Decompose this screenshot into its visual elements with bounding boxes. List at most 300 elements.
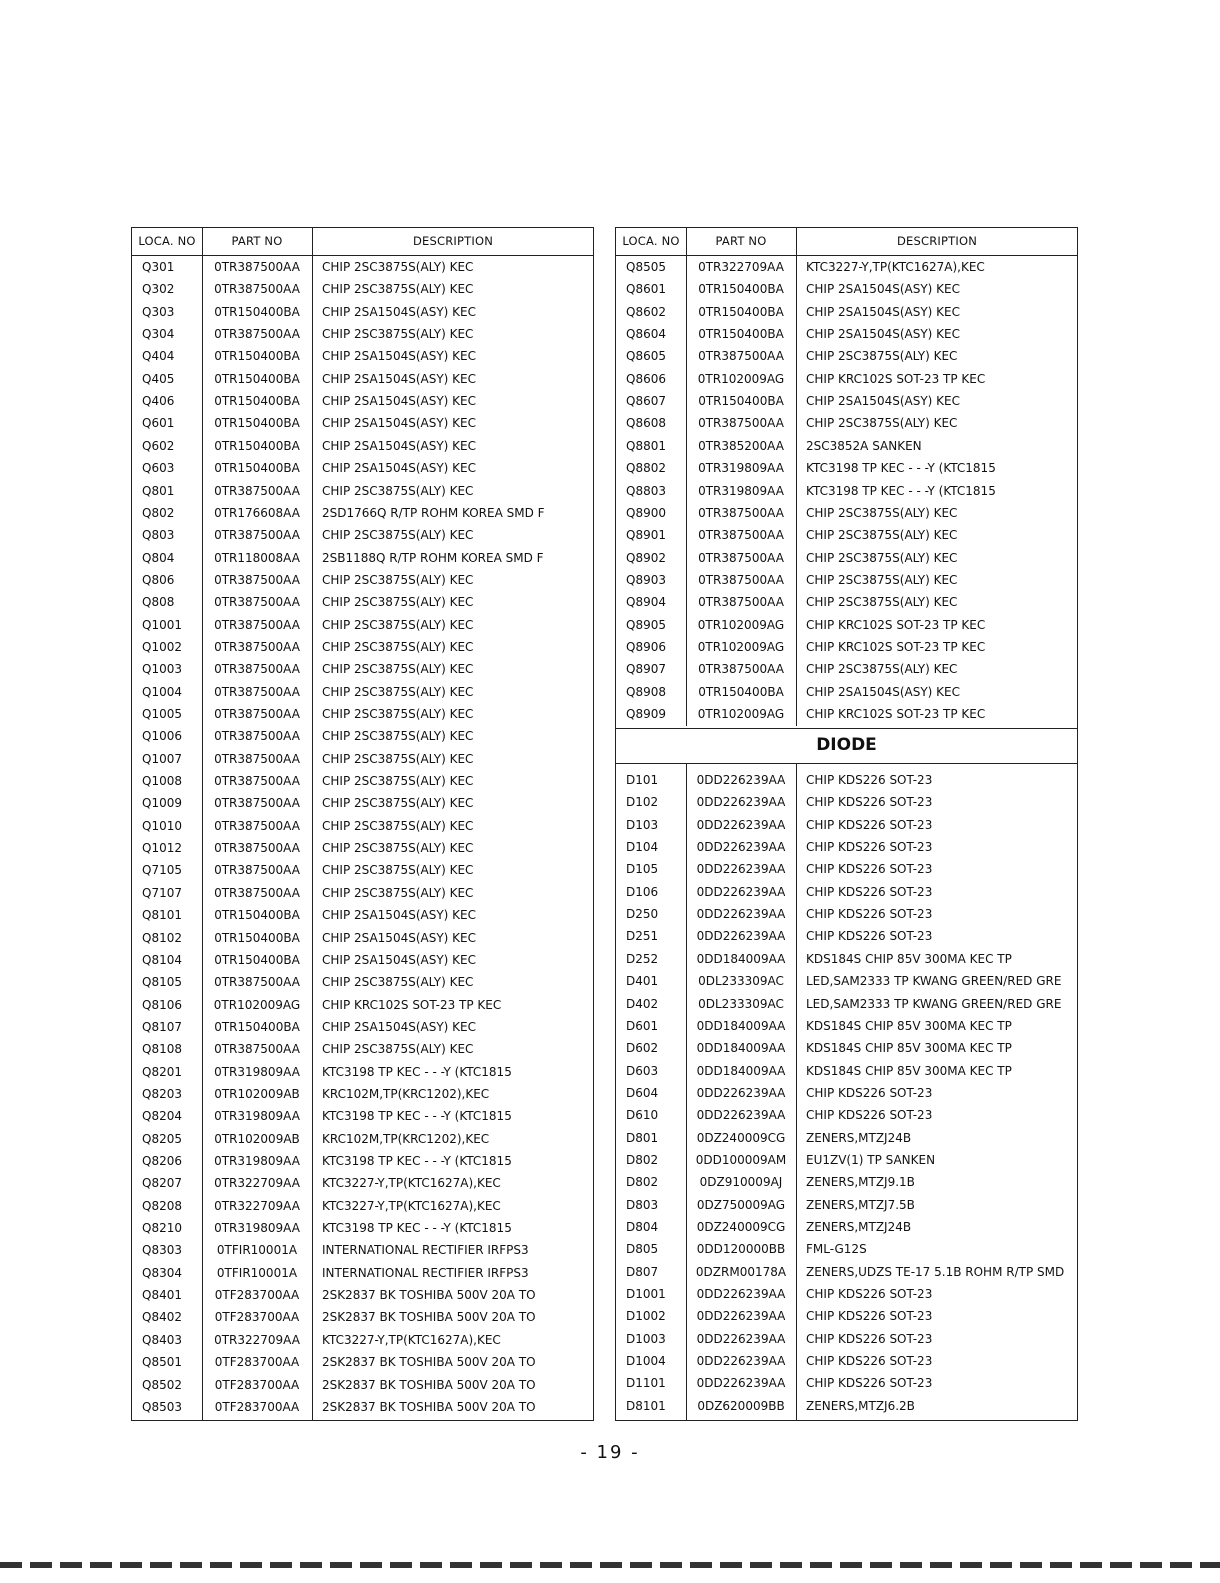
description-cell: CHIP KDS226 SOT-23 [806, 1331, 933, 1346]
description-cell: KTC3227-Y,TP(KTC1627A),KEC [322, 1198, 501, 1213]
description-cell: CHIP 2SC3875S(ALY) KEC [322, 885, 474, 900]
loca-no-cell: Q8210 [142, 1221, 182, 1236]
loca-no-cell: Q405 [142, 371, 175, 386]
table-row [616, 390, 1077, 412]
loca-no-cell: D804 [626, 1220, 659, 1234]
part-no-cell: 0DD226239AA [696, 1309, 786, 1324]
loca-no-cell: D250 [626, 907, 659, 922]
loca-no-cell: D803 [626, 1197, 659, 1212]
part-no-cell: 0TR150400BA [214, 908, 300, 923]
description-cell: CHIP KDS226 SOT-23 [806, 795, 933, 810]
part-no-cell: 0TR322709AA [214, 1198, 300, 1213]
table-row [132, 770, 593, 792]
description-cell: LED,SAM2333 TP KWANG GREEN/RED GRE [806, 974, 1062, 989]
description-cell: KTC3227-Y,TP(KTC1627A),KEC [322, 1332, 501, 1347]
loca-no-cell: Q8908 [626, 684, 666, 699]
table-row [616, 1238, 1077, 1260]
table-row [132, 904, 593, 926]
loca-no-cell: Q8101 [142, 908, 182, 923]
table-row [132, 971, 593, 993]
header-description: DESCRIPTION [412, 234, 494, 248]
table-row [132, 1306, 593, 1328]
loca-no-cell: Q801 [142, 483, 175, 498]
table-row [132, 278, 593, 300]
part-no-cell: 0TR387500AA [214, 595, 300, 610]
loca-no-cell: Q8601 [626, 282, 666, 297]
table-row [132, 748, 593, 770]
table-row [616, 858, 1077, 880]
table-row [616, 970, 1077, 992]
part-no-cell: 0TR319809AA [214, 1109, 300, 1124]
loca-no-cell: D252 [626, 951, 659, 966]
loca-no-cell: D105 [626, 862, 659, 877]
description-cell: CHIP KRC102S SOT-23 TP KEC [806, 639, 986, 654]
table-row [616, 1283, 1077, 1305]
table-row [616, 1060, 1077, 1082]
loca-no-cell: Q8102 [142, 930, 182, 945]
table-row [132, 994, 593, 1016]
description-cell: CHIP 2SC3875S(ALY) KEC [322, 774, 474, 789]
table-row [616, 903, 1077, 925]
loca-no-cell: Q8403 [142, 1332, 182, 1347]
loca-no-cell: Q8602 [626, 304, 666, 319]
description-cell: CHIP 2SA1504S(ASY) KEC [322, 416, 476, 431]
loca-no-cell: D1002 [626, 1309, 666, 1324]
loca-no-cell: D8101 [626, 1398, 666, 1413]
table-row [132, 681, 593, 703]
table-row [132, 1396, 593, 1418]
part-no-cell: 0DD226239AA [696, 795, 786, 810]
part-no-cell: 0TR102009AG [697, 371, 785, 386]
description-cell: CHIP 2SC3875S(ALY) KEC [806, 662, 958, 677]
loca-no-cell: Q8104 [142, 952, 182, 967]
description-cell: CHIP 2SC3875S(ALY) KEC [322, 729, 474, 744]
header-part-no: PART NO [231, 234, 283, 248]
table-row [132, 480, 593, 502]
description-cell: CHIP KDS226 SOT-23 [806, 1085, 933, 1100]
part-no-cell: 0TR385200AA [698, 438, 784, 453]
table-row [132, 1128, 593, 1150]
loca-no-cell: Q301 [142, 260, 175, 274]
loca-no-cell: Q406 [142, 394, 175, 409]
table-row [132, 1351, 593, 1373]
description-cell: CHIP 2SC3875S(ALY) KEC [322, 707, 474, 721]
part-no-cell: 0DD184009AA [696, 1041, 786, 1056]
description-cell: CHIP 2SC3875S(ALY) KEC [322, 260, 474, 274]
part-no-cell: 0TR387500AA [698, 505, 784, 520]
table-row [616, 1015, 1077, 1037]
loca-no-cell: Q8505 [626, 260, 666, 274]
part-no-cell: 0TR387500AA [214, 863, 300, 878]
table-row [132, 1217, 593, 1239]
part-no-cell: 0DD226239AA [696, 817, 786, 832]
description-cell: CHIP 2SC3875S(ALY) KEC [806, 550, 958, 565]
loca-no-cell: Q8206 [142, 1154, 182, 1168]
part-no-cell: 0TR150400BA [214, 304, 300, 319]
part-no-cell: 0TR387500AA [214, 684, 300, 699]
loca-no-cell: Q1001 [142, 617, 182, 632]
part-no-cell: 0DZ240009CG [696, 1130, 786, 1145]
description-cell: 2SD1766Q R/TP ROHM KOREA SMD F [322, 505, 545, 520]
table-row [616, 368, 1077, 390]
description-cell: 2SK2837 BK TOSHIBA 500V 20A TO [322, 1288, 536, 1303]
part-no-cell: 0DD226239AA [696, 773, 786, 787]
table-row [616, 1216, 1077, 1238]
table-row [132, 390, 593, 412]
table-row [132, 703, 593, 725]
part-no-cell: 0TR150400BA [214, 394, 300, 409]
loca-no-cell: Q1006 [142, 729, 182, 744]
table-row [616, 1082, 1077, 1104]
table-row [616, 591, 1077, 613]
part-no-cell: 0DD226239AA [696, 907, 786, 922]
description-cell: ZENERS,MTZJ7.5B [806, 1197, 915, 1212]
part-no-cell: 0TF283700AA [214, 1399, 300, 1414]
loca-no-cell: Q8503 [142, 1399, 182, 1414]
description-cell: CHIP 2SC3875S(ALY) KEC [322, 327, 474, 342]
description-cell: CHIP 2SA1504S(ASY) KEC [806, 282, 960, 297]
description-cell: CHIP 2SA1504S(ASY) KEC [322, 304, 476, 319]
part-no-cell: 0DD226239AA [696, 1331, 786, 1346]
loca-no-cell: Q7105 [142, 863, 182, 878]
table-row [132, 569, 593, 591]
table-row [132, 1016, 593, 1038]
description-cell: CHIP KRC102S SOT-23 TP KEC [322, 997, 502, 1012]
description-cell: CHIP KDS226 SOT-23 [806, 1376, 933, 1391]
loca-no-cell: Q302 [142, 282, 175, 297]
description-cell: CHIP 2SC3875S(ALY) KEC [322, 1042, 474, 1057]
part-no-cell: 0TR319809AA [698, 461, 784, 476]
part-no-cell: 0DD226239AA [696, 1085, 786, 1100]
table-row [132, 1038, 593, 1060]
table-row [616, 480, 1077, 502]
loca-no-cell: D1004 [626, 1354, 666, 1369]
part-no-cell: 0TR387500AA [698, 662, 784, 677]
table-row [616, 925, 1077, 947]
left-parts-table [131, 227, 594, 1421]
table-row [132, 927, 593, 949]
part-no-cell: 0DZRM00178A [695, 1264, 787, 1279]
part-no-cell: 0TR102009AB [214, 1086, 300, 1101]
part-no-cell: 0TF283700AA [214, 1310, 300, 1325]
description-cell: CHIP 2SC3875S(ALY) KEC [322, 617, 474, 632]
description-cell: CHIP KDS226 SOT-23 [806, 1108, 933, 1123]
part-no-cell: 0TR387500AA [214, 483, 300, 498]
table-row [132, 1284, 593, 1306]
part-no-cell: 0TR387500AA [698, 349, 784, 364]
table-row [616, 993, 1077, 1015]
table-row [616, 435, 1077, 457]
table-row [616, 301, 1077, 323]
table-row [616, 636, 1077, 658]
description-cell: CHIP 2SA1504S(ASY) KEC [322, 908, 476, 923]
part-no-cell: 0TR387500AA [698, 416, 784, 431]
table-header [616, 228, 1077, 256]
table-row [616, 836, 1077, 858]
part-no-cell: 0TR387500AA [214, 639, 300, 654]
loca-no-cell: Q601 [142, 416, 175, 431]
part-no-cell: 0TR387500AA [698, 550, 784, 565]
description-cell: CHIP 2SC3875S(ALY) KEC [322, 662, 474, 677]
description-cell: CHIP 2SA1504S(ASY) KEC [322, 349, 476, 364]
description-cell: INTERNATIONAL RECTIFIER IRFPS3 [322, 1265, 529, 1280]
part-no-cell: 0TR150400BA [214, 371, 300, 386]
header-loca-no: LOCA. NO [622, 234, 680, 248]
loca-no-cell: Q8207 [142, 1176, 182, 1191]
table-row [616, 524, 1077, 546]
loca-no-cell: Q803 [142, 528, 175, 543]
description-cell: CHIP 2SC3875S(ALY) KEC [806, 595, 958, 610]
loca-no-cell: D103 [626, 817, 659, 832]
part-no-cell: 0TR387500AA [214, 841, 300, 856]
loca-no-cell: D1003 [626, 1331, 666, 1346]
description-cell: KDS184S CHIP 85V 300MA KEC TP [806, 1041, 1012, 1056]
loca-no-cell: D401 [626, 974, 659, 989]
table-row [132, 859, 593, 881]
loca-no-cell: Q808 [142, 595, 175, 610]
description-cell: CHIP KDS226 SOT-23 [806, 907, 933, 922]
part-no-cell: 0TR387500AA [214, 327, 300, 342]
description-cell: CHIP 2SC3875S(ALY) KEC [322, 751, 474, 766]
table-row [616, 614, 1077, 636]
description-cell: CHIP KDS226 SOT-23 [806, 929, 933, 944]
description-cell: KTC3198 TP KEC - - -Y (KTC1815 [322, 1064, 512, 1079]
loca-no-cell: Q8605 [626, 349, 666, 364]
part-no-cell: 0TR150400BA [698, 684, 784, 699]
part-no-cell: 0TR387500AA [214, 662, 300, 677]
table-row [132, 412, 593, 434]
part-no-cell: 0TR387500AA [214, 528, 300, 543]
part-no-cell: 0DD184009AA [696, 1063, 786, 1078]
description-cell: CHIP 2SC3875S(ALY) KEC [322, 796, 474, 811]
loca-no-cell: D102 [626, 795, 659, 810]
description-cell: CHIP 2SA1504S(ASY) KEC [806, 394, 960, 409]
description-cell: KTC3198 TP KEC - - -Y (KTC1815 [806, 461, 996, 476]
table-row [616, 1261, 1077, 1283]
description-cell: CHIP 2SA1504S(ASY) KEC [322, 1019, 476, 1034]
table-row [132, 949, 593, 971]
loca-no-cell: Q8907 [626, 662, 666, 677]
description-cell: CHIP KDS226 SOT-23 [806, 884, 933, 899]
table-row [616, 1037, 1077, 1059]
part-no-cell: 0TR387500AA [214, 818, 300, 833]
description-cell: CHIP KRC102S SOT-23 TP KEC [806, 371, 986, 386]
table-row [616, 1328, 1077, 1350]
part-no-cell: 0TR102009AG [697, 707, 785, 721]
loca-no-cell: D801 [626, 1130, 659, 1145]
part-no-cell: 0TR322709AA [214, 1332, 300, 1347]
part-no-cell: 0DD100009AM [695, 1152, 787, 1167]
loca-no-cell: Q802 [142, 505, 175, 520]
part-no-cell: 0TFIR10001A [216, 1243, 298, 1258]
loca-no-cell: D807 [626, 1264, 659, 1279]
part-no-cell: 0TR176608AA [214, 505, 300, 520]
loca-no-cell: Q8303 [142, 1243, 182, 1258]
part-no-cell: 0TR387500AA [214, 282, 300, 297]
description-cell: CHIP KRC102S SOT-23 TP KEC [806, 707, 986, 721]
part-no-cell: 0TR150400BA [214, 349, 300, 364]
description-cell: CHIP 2SC3875S(ALY) KEC [322, 572, 474, 587]
part-no-cell: 0TR387500AA [214, 796, 300, 811]
description-cell: CHIP 2SC3875S(ALY) KEC [806, 416, 958, 431]
part-no-cell: 0DD120000BB [696, 1242, 786, 1257]
loca-no-cell: Q1008 [142, 774, 182, 789]
description-cell: 2SK2837 BK TOSHIBA 500V 20A TO [322, 1355, 536, 1370]
description-cell: KTC3227-Y,TP(KTC1627A),KEC [322, 1176, 501, 1191]
part-no-cell: 0TR150400BA [214, 461, 300, 476]
loca-no-cell: Q8106 [142, 997, 182, 1012]
description-cell: CHIP 2SC3875S(ALY) KEC [806, 572, 958, 587]
loca-no-cell: Q7107 [142, 885, 182, 900]
part-no-cell: 0TR150400BA [698, 394, 784, 409]
description-cell: 2SK2837 BK TOSHIBA 500V 20A TO [322, 1399, 536, 1414]
part-no-cell: 0DD184009AA [696, 1018, 786, 1033]
loca-no-cell: Q8901 [626, 528, 666, 543]
description-cell: KTC3198 TP KEC - - -Y (KTC1815 [322, 1221, 512, 1236]
loca-no-cell: Q8803 [626, 483, 666, 498]
right-parts-table [615, 227, 1078, 1421]
table-row [616, 681, 1077, 703]
table-row [132, 368, 593, 390]
part-no-cell: 0DZ240009CG [696, 1220, 786, 1234]
description-cell: CHIP KDS226 SOT-23 [806, 1309, 933, 1324]
description-cell: KRC102M,TP(KRC1202),KEC [322, 1086, 490, 1101]
description-cell: CHIP 2SC3875S(ALY) KEC [806, 349, 958, 364]
loca-no-cell: D106 [626, 884, 659, 899]
part-no-cell: 0TR387500AA [214, 975, 300, 990]
table-row [616, 814, 1077, 836]
table-row [132, 636, 593, 658]
loca-no-cell: D610 [626, 1108, 659, 1123]
table-row [132, 323, 593, 345]
table-row [132, 725, 593, 747]
loca-no-cell: Q1005 [142, 707, 182, 721]
description-cell: CHIP 2SC3875S(ALY) KEC [322, 818, 474, 833]
table-row [616, 1149, 1077, 1171]
loca-no-cell: D601 [626, 1018, 659, 1033]
description-cell: KRC102M,TP(KRC1202),KEC [322, 1131, 490, 1146]
loca-no-cell: Q8401 [142, 1288, 182, 1303]
table-header [132, 228, 593, 256]
part-no-cell: 0DD226239AA [696, 884, 786, 899]
loca-no-cell: Q8608 [626, 416, 666, 431]
part-no-cell: 0DZ620009BB [697, 1398, 785, 1413]
loca-no-cell: Q8201 [142, 1064, 182, 1079]
table-row [132, 256, 593, 278]
description-cell: CHIP 2SA1504S(ASY) KEC [806, 684, 960, 699]
loca-no-cell: Q1009 [142, 796, 182, 811]
part-no-cell: 0TR319809AA [214, 1221, 300, 1236]
table-row [132, 815, 593, 837]
table-row [132, 1374, 593, 1396]
loca-no-cell: Q8909 [626, 707, 666, 721]
part-no-cell: 0TR322709AA [214, 1176, 300, 1191]
part-no-cell: 0DZ750009AG [696, 1197, 786, 1212]
loca-no-cell: D805 [626, 1242, 659, 1257]
description-cell: CHIP KDS226 SOT-23 [806, 862, 933, 877]
loca-no-cell: Q1004 [142, 684, 182, 699]
description-cell: INTERNATIONAL RECTIFIER IRFPS3 [322, 1243, 529, 1258]
table-row [132, 1172, 593, 1194]
description-cell: CHIP 2SA1504S(ASY) KEC [322, 394, 476, 409]
description-cell: ZENERS,MTZJ24B [806, 1220, 912, 1234]
loca-no-cell: Q804 [142, 550, 175, 565]
part-no-cell: 0TR387500AA [214, 572, 300, 587]
description-cell: CHIP KDS226 SOT-23 [806, 817, 933, 832]
header-part-no: PART NO [715, 234, 767, 248]
loca-no-cell: Q8902 [626, 550, 666, 565]
description-cell: CHIP 2SC3875S(ALY) KEC [322, 841, 474, 856]
description-cell: EU1ZV(1) TP SANKEN [806, 1152, 936, 1167]
loca-no-cell: D603 [626, 1063, 659, 1078]
table-row [616, 658, 1077, 680]
table-row [132, 1150, 593, 1172]
table-row [132, 547, 593, 569]
description-cell: CHIP KRC102S SOT-23 TP KEC [806, 617, 986, 632]
loca-no-cell: Q8801 [626, 438, 666, 453]
loca-no-cell: Q8905 [626, 617, 666, 632]
header-description: DESCRIPTION [896, 234, 978, 248]
table-row [616, 1395, 1077, 1417]
part-no-cell: 0DZ910009AJ [699, 1175, 783, 1190]
part-no-cell: 0TFIR10001A [216, 1265, 298, 1280]
part-no-cell: 0TR387500AA [698, 595, 784, 610]
part-no-cell: 0TF283700AA [214, 1377, 300, 1392]
part-no-cell: 0TR319809AA [698, 483, 784, 498]
part-no-cell: 0TR387500AA [214, 617, 300, 632]
part-no-cell: 0TR387500AA [214, 885, 300, 900]
table-row [132, 837, 593, 859]
part-no-cell: 0DD226239AA [696, 1108, 786, 1123]
table-row [132, 614, 593, 636]
description-cell: 2SB1188Q R/TP ROHM KOREA SMD F [322, 550, 544, 565]
loca-no-cell: D604 [626, 1085, 659, 1100]
table-row [132, 301, 593, 323]
diode-section-heading [616, 728, 1077, 764]
part-no-cell: 0TR150400BA [214, 416, 300, 431]
loca-no-cell: Q8903 [626, 572, 666, 587]
part-no-cell: 0TR387500AA [698, 528, 784, 543]
loca-no-cell: Q8208 [142, 1198, 182, 1213]
description-cell: KDS184S CHIP 85V 300MA KEC TP [806, 951, 1012, 966]
loca-no-cell: D802 [626, 1175, 659, 1190]
page-number: - 19 - [580, 1442, 640, 1463]
table-row [616, 1372, 1077, 1394]
table-row [132, 1105, 593, 1127]
loca-no-cell: Q8802 [626, 461, 666, 476]
part-no-cell: 0DD226239AA [696, 1354, 786, 1369]
table-row [616, 323, 1077, 345]
description-cell: KTC3198 TP KEC - - -Y (KTC1815 [322, 1109, 512, 1124]
loca-no-cell: D1101 [626, 1376, 666, 1391]
part-no-cell: 0DD184009AA [696, 951, 786, 966]
description-cell: CHIP 2SC3875S(ALY) KEC [322, 483, 474, 498]
description-cell: CHIP 2SC3875S(ALY) KEC [322, 595, 474, 610]
part-no-cell: 0TR387500AA [214, 729, 300, 744]
table-row [616, 703, 1077, 725]
loca-no-cell: Q8304 [142, 1265, 182, 1280]
table-row [616, 502, 1077, 524]
loca-no-cell: Q806 [142, 572, 175, 587]
loca-no-cell: Q8904 [626, 595, 666, 610]
description-cell: LED,SAM2333 TP KWANG GREEN/RED GRE [806, 996, 1062, 1011]
table-row [132, 658, 593, 680]
table-row [132, 524, 593, 546]
part-no-cell: 0TR102009AG [213, 997, 301, 1012]
loca-no-cell: Q304 [142, 327, 175, 342]
part-no-cell: 0TR387500AA [214, 260, 300, 274]
table-row [132, 882, 593, 904]
